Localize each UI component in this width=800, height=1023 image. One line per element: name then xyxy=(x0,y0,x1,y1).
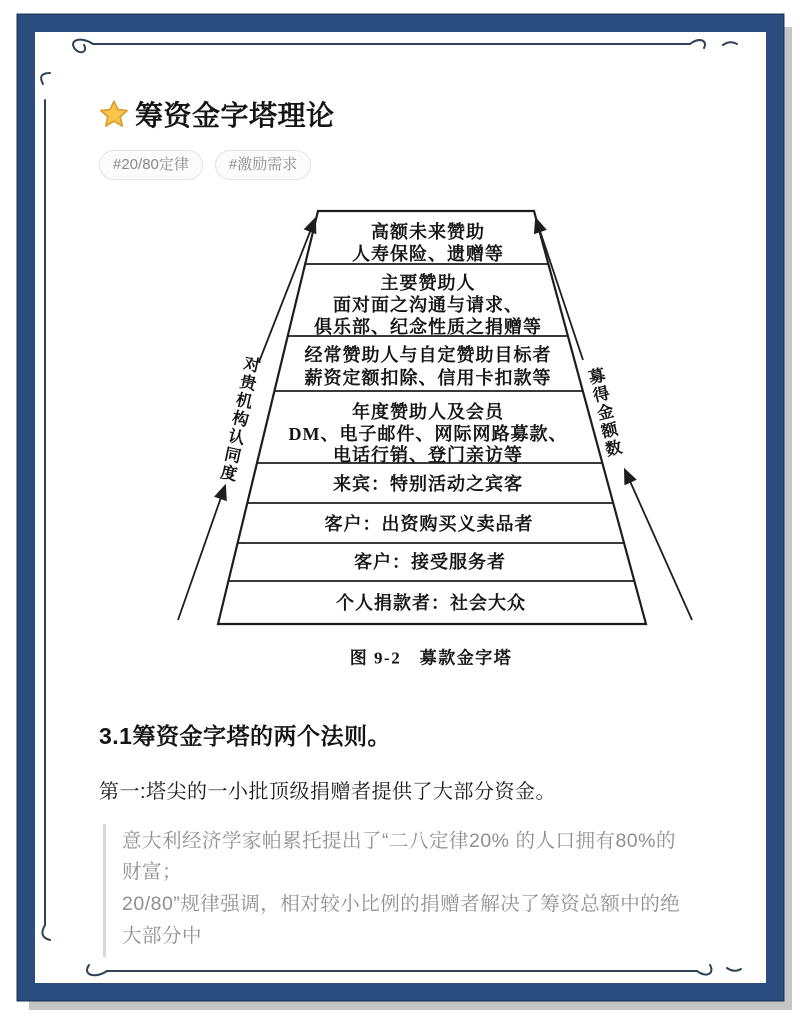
star-icon xyxy=(99,99,129,129)
level-6-line-1: 客户：出资购买义卖品者 xyxy=(324,513,533,534)
level-1-line-1: 高额未来赞助 xyxy=(370,221,485,242)
figure-caption: 图 9-2 募款金字塔 xyxy=(349,648,512,667)
level-1-line-2: 人寿保险、遗赠等 xyxy=(351,243,504,264)
level-5-line-1: 来宾：特别活动之宾客 xyxy=(332,473,523,494)
rule-one-text: 第一:塔尖的一小批顶级捐赠者提供了大部分资金。 xyxy=(99,780,557,803)
level-8-line-1: 个人捐款者：社会大众 xyxy=(335,592,526,613)
level-4-line-1: 年度赞助人及会员 xyxy=(351,401,504,422)
tag-incentive-need[interactable]: #激励需求 xyxy=(215,150,311,180)
fundraising-pyramid-diagram xyxy=(163,206,703,686)
tag-list xyxy=(99,150,766,180)
level-4-line-2: DM、电子邮件、网际网路募款、 xyxy=(288,423,567,444)
pyramid-svg xyxy=(163,206,703,686)
level-2-line-3: 俱乐部、纪念性质之捐赠等 xyxy=(313,316,542,337)
level-2-line-1: 主要赞助人 xyxy=(380,272,475,293)
level-3-line-1: 经常赞助人与自定赞助目标者 xyxy=(304,344,551,365)
section-heading: 3.1筹资金字塔的两个法则。 xyxy=(99,722,391,749)
title-row xyxy=(99,94,766,134)
decorative-navy-frame xyxy=(18,15,783,1000)
quote-line-1: 意大利经济学家帕累托提出了“二八定律20% 的人口拥有80%的财富； xyxy=(122,829,676,884)
level-3-line-2: 薪资定额扣除、信用卡扣款等 xyxy=(304,367,551,388)
content-area xyxy=(35,32,766,983)
pareto-quote-block xyxy=(103,824,708,957)
right-axis-label: 募得金额数 xyxy=(583,365,624,460)
section-rules xyxy=(99,718,766,957)
level-4-line-3: 电话行销、登门亲访等 xyxy=(332,444,523,465)
page-title: 筹资金字塔理论 xyxy=(135,100,335,131)
tag-2080-rule[interactable]: #20/80定律 xyxy=(99,150,203,180)
quote-line-2: 20/80”规律强调，相对较小比例的捐赠者解决了筹资总额中的绝大部分中 xyxy=(122,893,681,947)
left-axis-label: 对贵机构认同度 xyxy=(215,353,262,484)
level-2-line-2: 面对面之沟通与请求、 xyxy=(332,294,523,315)
level-7-line-1: 客户：接受服务者 xyxy=(353,551,506,572)
